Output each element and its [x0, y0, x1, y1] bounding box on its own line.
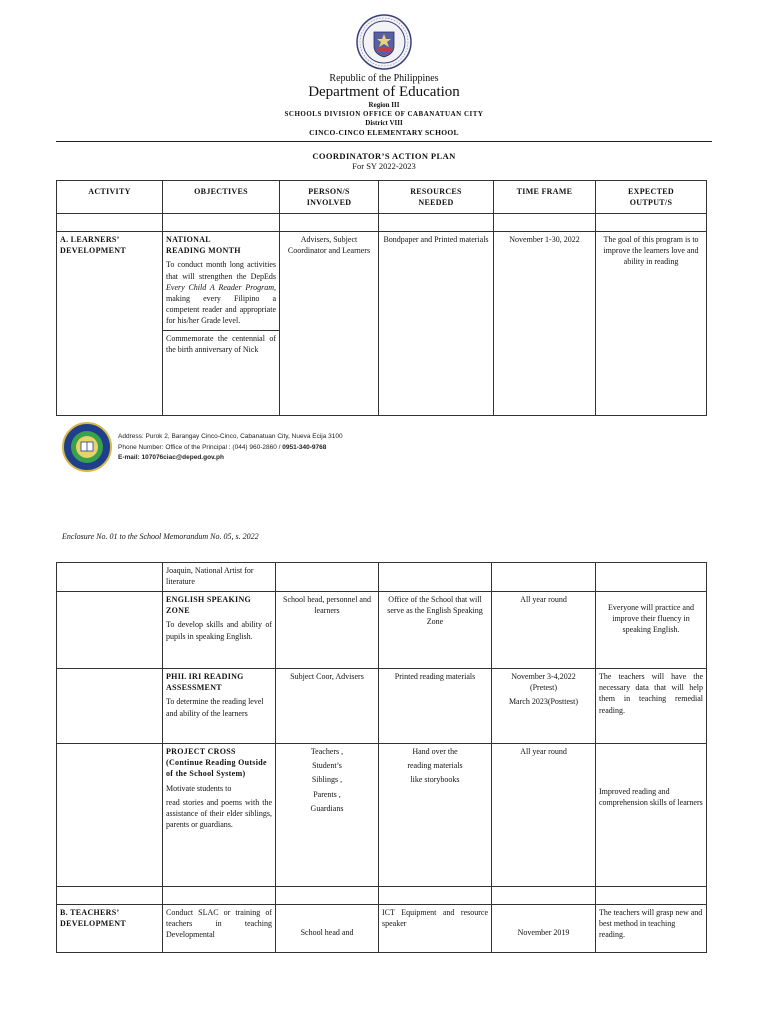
resources-cell: Printed reading materials — [379, 669, 492, 744]
header-divider — [56, 141, 712, 142]
table-row — [57, 744, 707, 887]
output-cell: The teachers will have the necessary data that will help them in teaching remedial reading. — [596, 669, 707, 744]
school-contact — [118, 432, 343, 464]
school-year: For SY 2022-2023 — [352, 161, 416, 171]
address-text: Address: Purok 2, Barangay Cinco-Cinco, Cabanatuan City, Nueva Ecija 3100 — [118, 433, 343, 440]
spacer-row — [57, 887, 707, 905]
phone-text: Phone Number: Office of the Principal : (044) 960-2860 / 0951-340-9768 — [118, 443, 327, 451]
action-plan-table-page1 — [56, 180, 707, 416]
time-frame-cell: All year round — [492, 592, 596, 669]
objectives-cell: PROJECT CROSS (Continue Reading Outside of the School System) Motivate students to read stories and poems with the assistance of their elder siblings, parents or guardians. — [163, 744, 276, 887]
table-row — [57, 669, 707, 744]
time-frame-cell: All year round — [492, 744, 596, 887]
deped-seal-logo — [356, 14, 412, 70]
time-frame-cell: November 1-30, 2022 — [494, 232, 596, 416]
objectives-cell: NATIONAL READING MONTH To conduct month long activities that will strengthen the DepEds Every Child A Reader Program, making every Filipino a competent reader and appropriate for his/her Grade level. Commemorate the centennial of the birth anniversary of Nick — [163, 232, 280, 416]
resources-cell: Bondpaper and Printed materials — [379, 232, 494, 416]
department-name: Department of Education — [308, 84, 460, 100]
division-label: SCHOOLS DIVISION OFFICE OF CABANATUAN CITY — [284, 110, 484, 118]
persons-cell: School head and — [276, 905, 379, 953]
region-label: Region III — [368, 101, 400, 109]
time-frame-cell: November 2019 — [492, 905, 596, 953]
objectives-cell: Conduct SLAC or training of teachers in teaching Developmental — [163, 905, 276, 953]
persons-cell: Advisers, Subject Coordinator and Learners — [280, 232, 379, 416]
resources-cell: ICT Equipment and resource speaker — [379, 905, 492, 953]
header-row — [57, 181, 707, 214]
table-row — [57, 232, 707, 416]
output-cell: Improved reading and comprehension skills of learners — [596, 744, 707, 887]
resources-cell: Hand over the reading materials like storybooks — [379, 744, 492, 887]
email-text: E-mail: 107076ciac@deped.gov.ph — [118, 454, 224, 462]
district-label: District VIII — [365, 119, 403, 127]
activity-cell: A. LEARNERS’ DEVELOPMENT — [57, 232, 163, 416]
column-header-time: TIME FRAME — [494, 181, 596, 214]
objectives-continued-cell: Joaquin, National Artist for literature — [163, 563, 276, 592]
output-cell: The goal of this program is to improve the learners love and ability in reading — [596, 232, 707, 416]
republic-label: Republic of the Philippines — [329, 73, 439, 84]
objectives-cell: PHIL IRI READING ASSESSMENT To determine the reading level and ability of the learners — [163, 669, 276, 744]
column-header-activity: ACTIVITY — [57, 181, 163, 214]
table-row — [57, 592, 707, 669]
persons-cell: Subject Coor, Advisers — [276, 669, 379, 744]
column-header-objectives: OBJECTIVES — [163, 181, 280, 214]
enclosure-note: Enclosure No. 01 to the School Memorandum No. 05, s. 2022 — [62, 532, 259, 541]
output-cell: Everyone will practice and improve their fluency in speaking English. — [596, 592, 707, 669]
time-frame-cell: November 3-4,2022 (Pretest) March 2023(Posttest) — [492, 669, 596, 744]
school-logo — [62, 422, 112, 472]
persons-cell: School head, personnel and learners — [276, 592, 379, 669]
school-name: CINCO-CINCO ELEMENTARY SCHOOL — [309, 128, 459, 137]
persons-cell: Teachers , Student’s Siblings , Parents , Guardians — [276, 744, 379, 887]
column-header-persons: PERSON/S INVOLVED — [280, 181, 379, 214]
action-plan-table-page2 — [56, 562, 707, 953]
column-header-output: EXPECTED OUTPUT/S — [596, 181, 707, 214]
column-header-resources: RESOURCES NEEDED — [379, 181, 494, 214]
plan-title: COORDINATOR’S ACTION PLAN — [312, 151, 456, 161]
resources-cell: Office of the School that will serve as the English Speaking Zone — [379, 592, 492, 669]
spacer-row — [57, 214, 707, 232]
output-cell: The teachers will grasp new and best method in teaching reading. — [596, 905, 707, 953]
objectives-cell: ENGLISH SPEAKING ZONE To develop skills and ability of pupils in speaking English. — [163, 592, 276, 669]
table-row — [57, 905, 707, 953]
table-row — [57, 563, 707, 592]
activity-cell: B. TEACHERS’ DEVELOPMENT — [57, 905, 163, 953]
